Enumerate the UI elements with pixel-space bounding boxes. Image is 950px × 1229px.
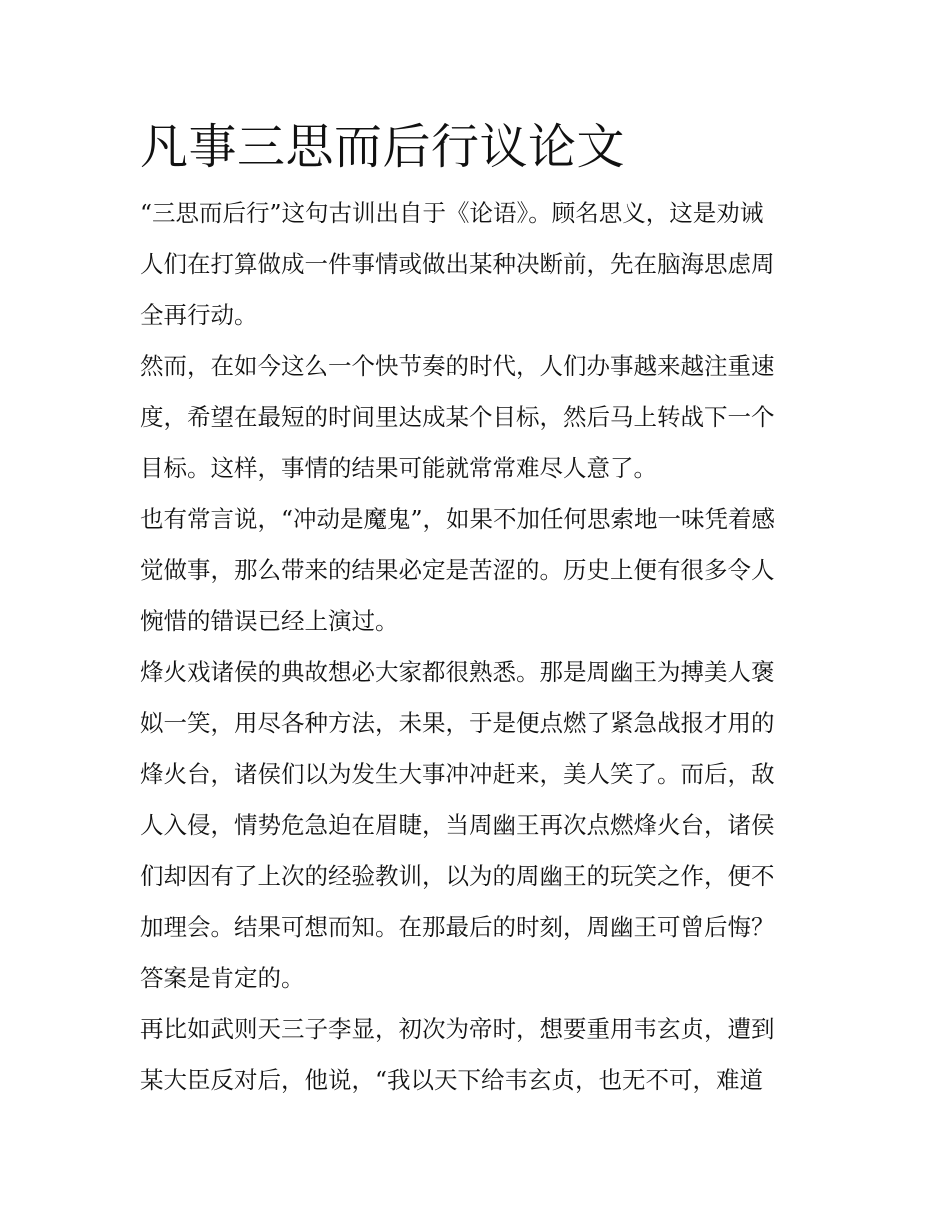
paragraph-1: [140, 188, 812, 341]
paragraph-2: [140, 341, 812, 494]
paragraph-line: 某大臣反对后，他说，“我以天下给韦玄贞，也无不可，难道: [140, 1066, 764, 1094]
paragraph-line: 觉做事，那么带来的结果必定是苦涩的。历史上便有很多令人: [140, 556, 775, 584]
paragraph-line: 目标。这样，事情的结果可能就常常难尽人意了。: [140, 454, 657, 482]
paragraph-5: [140, 1004, 812, 1106]
paragraph-line: 们却因有了上次的经验教训，以为的周幽王的玩笑之作，便不: [140, 862, 775, 890]
paragraph-line: 加理会。结果可想而知。在那最后的时刻，周幽王可曾后悔？: [140, 913, 775, 941]
paragraph-line: 人入侵，情势危急迫在眉睫，当周幽王再次点燃烽火台，诸侯: [140, 811, 775, 839]
paragraph-line: 烽火台，诸侯们以为发生大事冲冲赶来，美人笑了。而后，敌: [140, 760, 775, 788]
page-title: 凡事三思而后行议论文: [140, 119, 626, 175]
paragraph-line: 人们在打算做成一件事情或做出某种决断前，先在脑海思虑周: [140, 250, 775, 278]
paragraph-line: 也有常言说，“冲动是魔鬼”，如果不加任何思索地一味凭着感: [140, 505, 776, 533]
paragraph-line: 再比如武则天三子李显，初次为帝时，想要重用韦玄贞，遭到: [140, 1015, 775, 1043]
paragraph-line: 然而，在如今这么一个快节奏的时代，人们办事越来越注重速: [140, 352, 775, 380]
paragraph-line: 烽火戏诸侯的典故想必大家都很熟悉。那是周幽王为搏美人褒: [140, 658, 775, 686]
paragraph-4: [140, 647, 812, 1004]
paragraph-line: 全再行动。: [140, 301, 258, 329]
paragraph-line: 姒一笑，用尽各种方法，未果，于是便点燃了紧急战报才用的: [140, 709, 775, 737]
paragraph-line: “三思而后行”这句古训出自于《论语》。顾名思义，这是劝诫: [140, 199, 764, 227]
document-body: [140, 118, 812, 1106]
paragraph-line: 惋惜的错误已经上演过。: [140, 607, 399, 635]
paragraph-line: 度，希望在最短的时间里达成某个目标，然后马上转战下一个: [140, 403, 775, 431]
paragraph-3: [140, 494, 812, 647]
paragraph-line: 答案是肯定的。: [140, 964, 305, 992]
